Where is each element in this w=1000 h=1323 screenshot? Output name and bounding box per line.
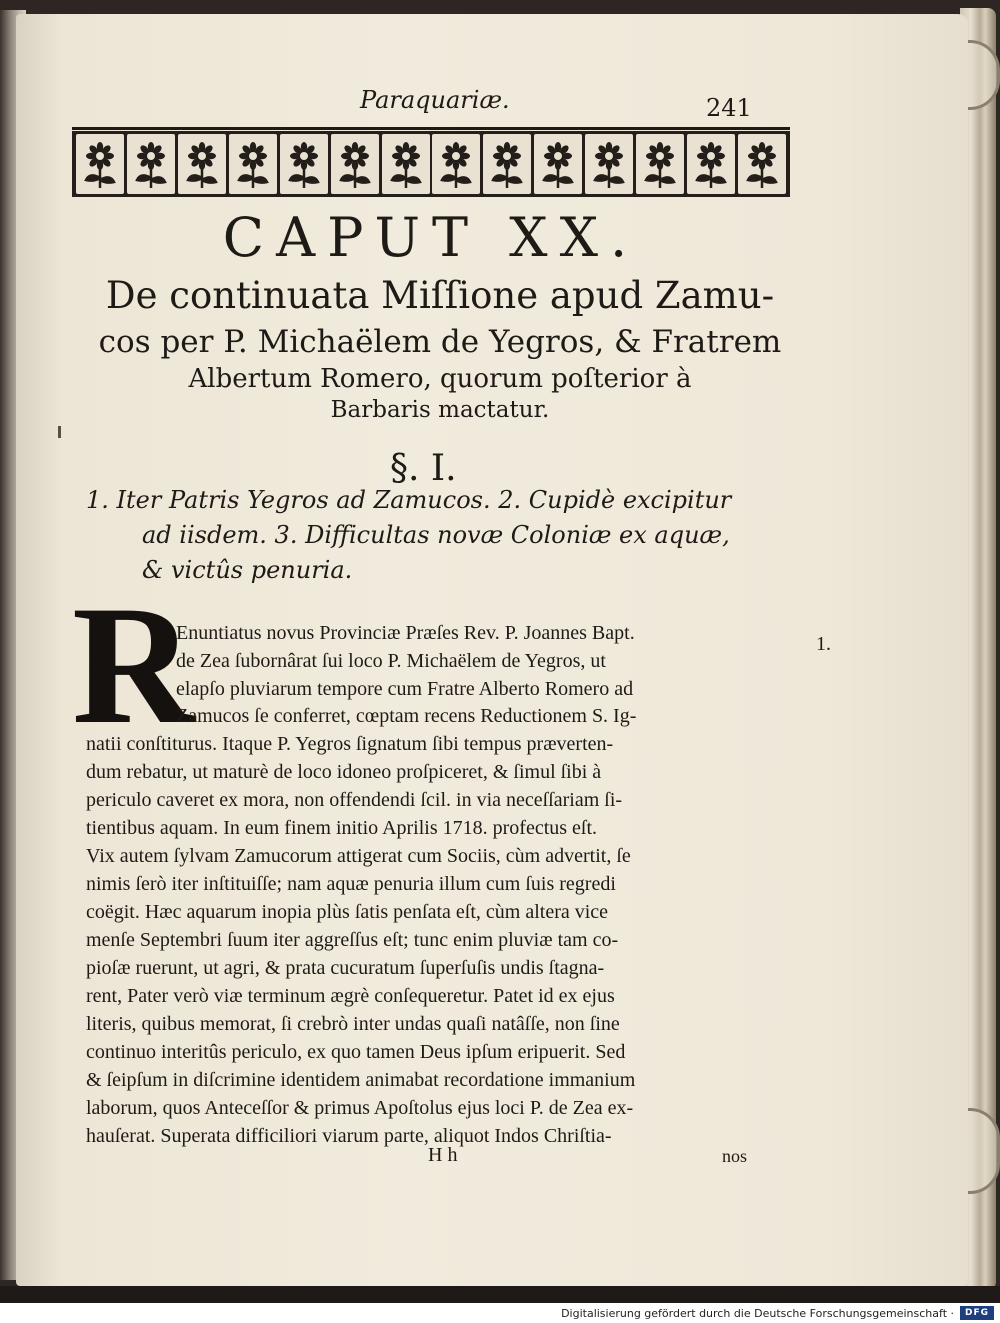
section-heading: §. I. [390, 448, 457, 489]
body-line: Zamucos ſe conferret, cœptam recens Reductionem S. Ig- [176, 705, 637, 727]
body-line: literis, quibus memorat, ſi crebrò inter undas quaſi natâſſe, non ſine [86, 1013, 620, 1035]
running-head: Paraquariæ. [360, 86, 510, 114]
body-line: coëgit. Hæc aquarum inopia plùs ſatis penſata eſt, cùm altera vice [86, 901, 609, 923]
flower-icon [687, 134, 735, 194]
body-line: elapſo pluviarum tempore cum Fratre Alberto Romero ad [176, 678, 634, 700]
flower-icon [585, 134, 633, 194]
flower-icon [178, 134, 226, 194]
flower-icon [280, 134, 328, 194]
flower-icon [738, 134, 786, 194]
footer [0, 1303, 1000, 1323]
chapter-title: CAPUT XX. [222, 206, 640, 269]
stray-mark [58, 426, 61, 438]
chapter-subtitle-line: De continuata Miſſione apud Zamu- [105, 274, 775, 317]
flower-icon [483, 134, 531, 194]
body-line: dum rebatur, ut maturè de loco idoneo proſpiceret, & ſimul ſibi à [86, 761, 602, 783]
body-line: natii conſtiturus. Itaque P. Yegros ſignatum ſibi tempus præverten- [86, 733, 614, 755]
body-line: & ſeipſum in diſcrimine identidem animabat recordatione immanium [86, 1069, 636, 1091]
ornament-band [72, 131, 790, 197]
body-line: nimis ſerò iter inſtituiſſe; nam aquæ penuria illum cum ſuis regredi [86, 873, 616, 895]
section-summary-line: & victûs penuria. [142, 556, 353, 584]
flower-icon [331, 134, 379, 194]
body-line: tientibus aquam. In eum finem initio Aprilis 1718. profectus eſt. [86, 817, 598, 839]
body-line: Enuntiatus novus Provinciæ Præſes Rev. P. Joannes Bapt. [176, 622, 635, 644]
body-line: rent, Pater verò viæ terminum ægrè conſequeretur. Patet id ex ejus [86, 985, 615, 1007]
flower-icon [127, 134, 175, 194]
flower-icon [76, 134, 124, 194]
signature-mark: H h [428, 1144, 458, 1166]
catchword: nos [722, 1146, 748, 1166]
body-line: hauſerat. Superata difficiliori viarum parte, aliquot Indos Chriſtia- [86, 1125, 612, 1147]
body-line: pioſæ ruerunt, ut agri, & prata cucuratum ſuperſuſis undis ſtagna- [86, 957, 605, 979]
chapter-subtitle-line: cos per P. Michaëlem de Yegros, & Fratrem [98, 324, 782, 360]
flower-icon [432, 134, 480, 194]
chapter-subtitle-line: Albertum Romero, quorum poſterior à [188, 364, 692, 394]
header-rule [72, 127, 790, 130]
footer-credit: Digitalisierung gefördert durch die Deutsche Forschungsgemeinschaft · [561, 1306, 954, 1320]
chapter-subtitle-line: Barbaris mactatur. [330, 397, 550, 423]
flower-icon [229, 134, 277, 194]
section-summary-line: 1. Iter Patris Yegros ad Zamucos. 2. Cupidè excipitur [86, 486, 732, 514]
body-line: periculo caveret ex mora, non offendendi ſcil. in via neceſſariam ſi- [86, 789, 623, 811]
body-line: continuo interitûs periculo, ex quo tamen Deus ipſum eripuerit. Sed [86, 1041, 626, 1063]
section-summary-line: ad iisdem. 3. Difficultas novæ Coloniæ ex aquæ, [142, 521, 730, 549]
scan-bottom-strip [0, 1286, 1000, 1303]
body-line: Vix autem ſylvam Zamucorum attigerat cum Sociis, cùm advertit, ſe [86, 845, 631, 867]
body-line: de Zea ſubornârat ſui loco P. Michaëlem de Yegros, ut [176, 650, 606, 672]
body-line: laborum, quos Anteceſſor & primus Apoſtolus ejus loci P. de Zea ex- [86, 1097, 634, 1119]
flower-icon [636, 134, 684, 194]
margin-number: 1. [816, 633, 831, 655]
page-number: 241 [706, 94, 752, 122]
drop-cap: R [72, 571, 195, 759]
body-line: menſe Septembri ſuum iter aggreſſus eſt; tunc enim pluviæ tam co- [86, 929, 619, 951]
flower-icon [382, 134, 430, 194]
flower-icon [534, 134, 582, 194]
dfg-logo: DFG [960, 1306, 994, 1320]
